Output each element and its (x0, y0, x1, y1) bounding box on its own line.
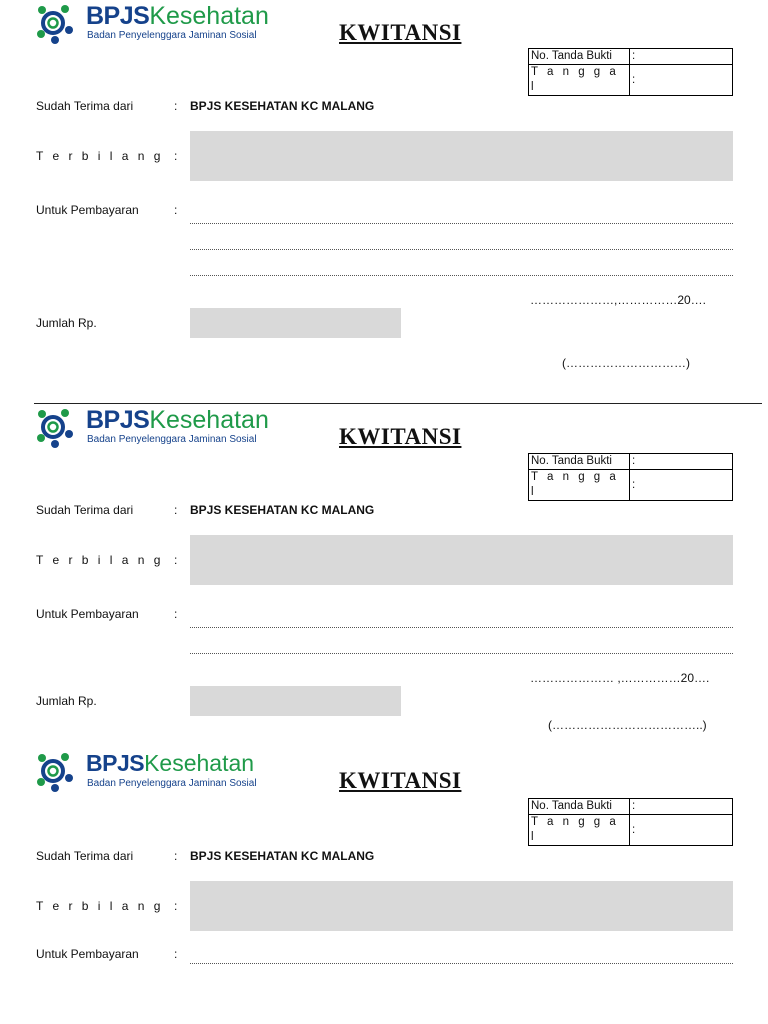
payment-for-colon: : (174, 947, 178, 961)
place-date-line: …………………,……………20…. (530, 293, 707, 307)
receipt-title: KWITANSI (339, 768, 462, 793)
payment-for-line-1[interactable] (190, 627, 733, 628)
receipt-date-label: T a n g g a l (529, 815, 630, 846)
receipt-title: KWITANSI (339, 20, 462, 45)
bpjs-emblem-icon (35, 3, 79, 45)
amount-in-words-field[interactable] (190, 535, 733, 585)
amount-in-words-field[interactable] (190, 131, 733, 181)
payment-for-line-2[interactable] (190, 653, 733, 654)
received-from-colon: : (174, 99, 178, 113)
amount-in-words-colon: : (174, 553, 178, 567)
received-from-value: BPJS KESEHATAN KC MALANG (190, 849, 375, 863)
receipt-number-label: No. Tanda Bukti (529, 799, 630, 815)
receipt-number-label: No. Tanda Bukti (529, 49, 630, 65)
receipt-date-label: T a n g g a l (529, 470, 630, 501)
payment-for-colon: : (174, 607, 178, 621)
received-from-value: BPJS KESEHATAN KC MALANG (190, 99, 375, 113)
brand-name: BPJSKesehatan (86, 750, 255, 776)
receipt-meta-table (528, 453, 733, 501)
payment-for-line-1[interactable] (190, 223, 733, 224)
bpjs-emblem-icon (35, 407, 79, 449)
receipt-3 (0, 748, 768, 1024)
received-from-colon: : (174, 849, 178, 863)
payment-for-label: Untuk Pembayaran (36, 203, 139, 217)
amount-field[interactable] (190, 686, 401, 716)
bpjs-logo (35, 751, 275, 793)
payment-for-label: Untuk Pembayaran (36, 607, 139, 621)
received-from-label: Sudah Terima dari (36, 503, 134, 517)
bpjs-logo (35, 3, 275, 45)
receipt-number-label: No. Tanda Bukti (529, 454, 630, 470)
receipt-date-label: T a n g g a l (529, 65, 630, 96)
amount-field[interactable] (190, 308, 401, 338)
signature-line: (………………………………..) (548, 718, 707, 732)
amount-in-words-colon: : (174, 149, 178, 163)
receipt-meta-table (528, 798, 733, 846)
receipt-date-field[interactable]: : (630, 65, 733, 96)
brand-name: BPJSKesehatan (86, 2, 269, 30)
receipt-number-field[interactable]: : (630, 454, 733, 470)
receipt-date-field[interactable]: : (630, 815, 733, 846)
bpjs-emblem-icon (35, 751, 79, 793)
amount-in-words-label: T e r b i l a n g (36, 899, 164, 913)
amount-in-words-label: T e r b i l a n g (36, 149, 164, 163)
payment-for-label: Untuk Pembayaran (36, 947, 139, 961)
brand-tagline: Badan Penyelenggara Jaminan Sosial (87, 434, 257, 445)
receipt-2 (0, 404, 768, 744)
payment-for-line-3[interactable] (190, 275, 733, 276)
receipt-1 (0, 0, 768, 400)
receipt-title: KWITANSI (339, 424, 462, 449)
payment-for-line-1[interactable] (190, 963, 733, 964)
brand-tagline: Badan Penyelenggara Jaminan Sosial (87, 30, 257, 41)
receipt-number-field[interactable]: : (630, 799, 733, 815)
place-date-line: ………………… ,……………20…. (530, 671, 710, 685)
amount-in-words-colon: : (174, 899, 178, 913)
bpjs-logo (35, 407, 275, 449)
signature-line: (…………………………) (562, 356, 690, 370)
received-from-label: Sudah Terima dari (36, 849, 134, 863)
received-from-colon: : (174, 503, 178, 517)
received-from-value: BPJS KESEHATAN KC MALANG (190, 503, 375, 517)
received-from-label: Sudah Terima dari (36, 99, 134, 113)
amount-label: Jumlah Rp. (36, 316, 97, 330)
amount-in-words-field[interactable] (190, 881, 733, 931)
receipt-meta-table (528, 48, 733, 96)
amount-label: Jumlah Rp. (36, 694, 97, 708)
amount-in-words-label: T e r b i l a n g (36, 553, 164, 567)
payment-for-colon: : (174, 203, 178, 217)
receipt-date-field[interactable]: : (630, 470, 733, 501)
brand-name: BPJSKesehatan (86, 406, 269, 434)
receipt-number-field[interactable]: : (630, 49, 733, 65)
brand-tagline: Badan Penyelenggara Jaminan Sosial (87, 778, 257, 789)
payment-for-line-2[interactable] (190, 249, 733, 250)
